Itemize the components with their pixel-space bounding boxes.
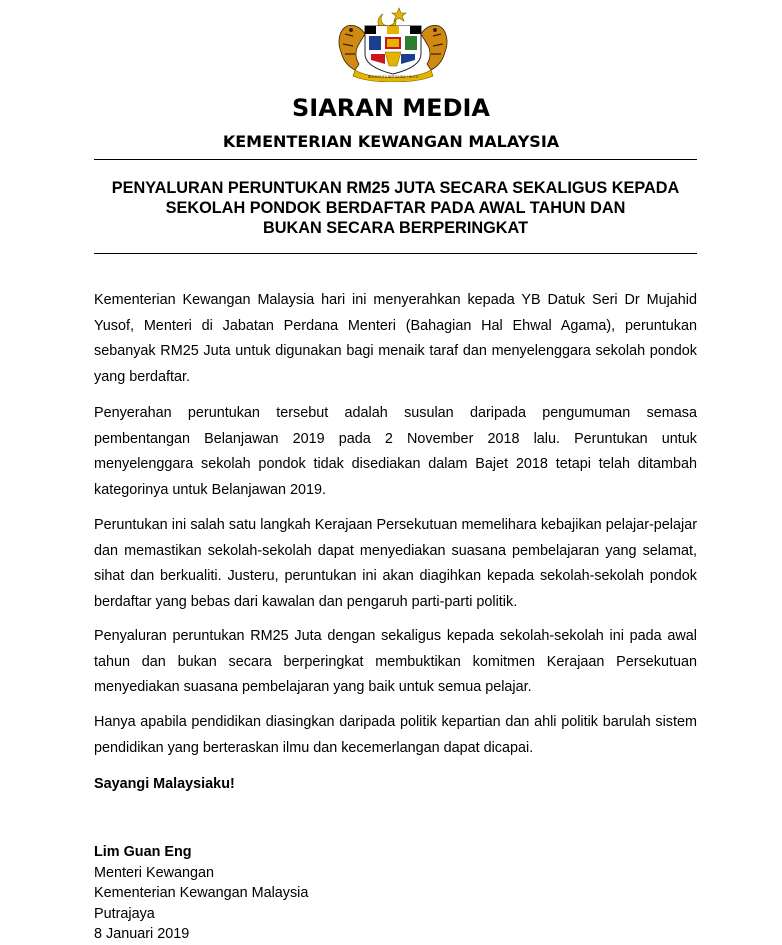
paragraph-1: Kementerian Kewangan Malaysia hari ini menyerahkan kepada YB Datuk Seri Dr Mujahid Yusof, Menteri di Jabatan Perdana Menteri (Bahagian Hal Ehwal Agama), peruntukan sebanyak RM25 Juta untuk digunakan bagi menaik taraf dan menyelenggara sekolah pondok yang berdaftar. [94,292,697,385]
paragraph-2: Penyerahan peruntukan tersebut adalah susulan daripada pengumuman semasa pembentangan Belanjawan 2019 pada 2 November 2018 lalu. Peruntukan untuk menyelenggara sekolah pondok tidak disediakan dalam Bajet 2018 tetapi telah ditambah kategorinya untuk Belanjawan 2019. [94,405,697,498]
svg-text:BERSEKUTU BERTAMBAH MUTU: BERSEKUTU BERTAMBAH MUTU [367,75,419,79]
signatory-date: 8 Januari 2019 [94,926,190,942]
headline-line-1: PENYALURAN PERUNTUKAN RM25 JUTA SECARA SEKALIGUS KEPADA [111,179,680,197]
ministry-heading: KEMENTERIAN KEWANGAN MALAYSIA [222,132,560,151]
paragraph-3: Peruntukan ini salah satu langkah Kerajaan Persekutuan memelihara kebajikan pelajar-pelajar dan memastikan sekolah-sekolah dapat menyediakan suasana pembelajaran yang selamat, sihat dan berkualiti. Justeru, peruntukan ini akan diagihkan kepada sekolah-sekolah pondok berdaftar yang bebas dari kawalan dan pengaruh parti-parti politik. [94,517,697,610]
signatory-name: Lim Guan Eng [94,844,192,860]
paragraph-4: Penyaluran peruntukan RM25 Juta dengan sekaligus kepada sekolah-sekolah ini pada awal tahun dan bukan secara berperingkat membuktikan komitmen Kerajaan Persekutuan menyediakan suasana pembelajaran yang baik untuk semua pelajar. [94,628,697,696]
signatory-ministry: Kementerian Kewangan Malaysia [94,885,309,901]
malaysia-coat-of-arms-icon [325,4,461,82]
signatory-place: Putrajaya [94,905,155,922]
page-title: SIARAN MEDIA [292,94,490,122]
headline-line-2: SEKOLAH PONDOK BERDAFTAR PADA AWAL TAHUN DAN [165,199,626,217]
divider-top [94,159,697,160]
signatory-position: Menteri Kewangan [94,864,214,881]
paragraph-5: Hanya apabila pendidikan diasingkan daripada politik kepartian dan ahli politik barulah sistem pendidikan yang berteraskan ilmu dan kecemerlangan dapat dicapai. [94,714,697,756]
signature-block [94,842,308,945]
closing-line: Sayangi Malaysiaku! [94,776,235,792]
divider-bottom [94,253,697,254]
headline-line-3: BUKAN SECARA BERPERINGKAT [262,219,529,237]
headline [94,178,697,238]
